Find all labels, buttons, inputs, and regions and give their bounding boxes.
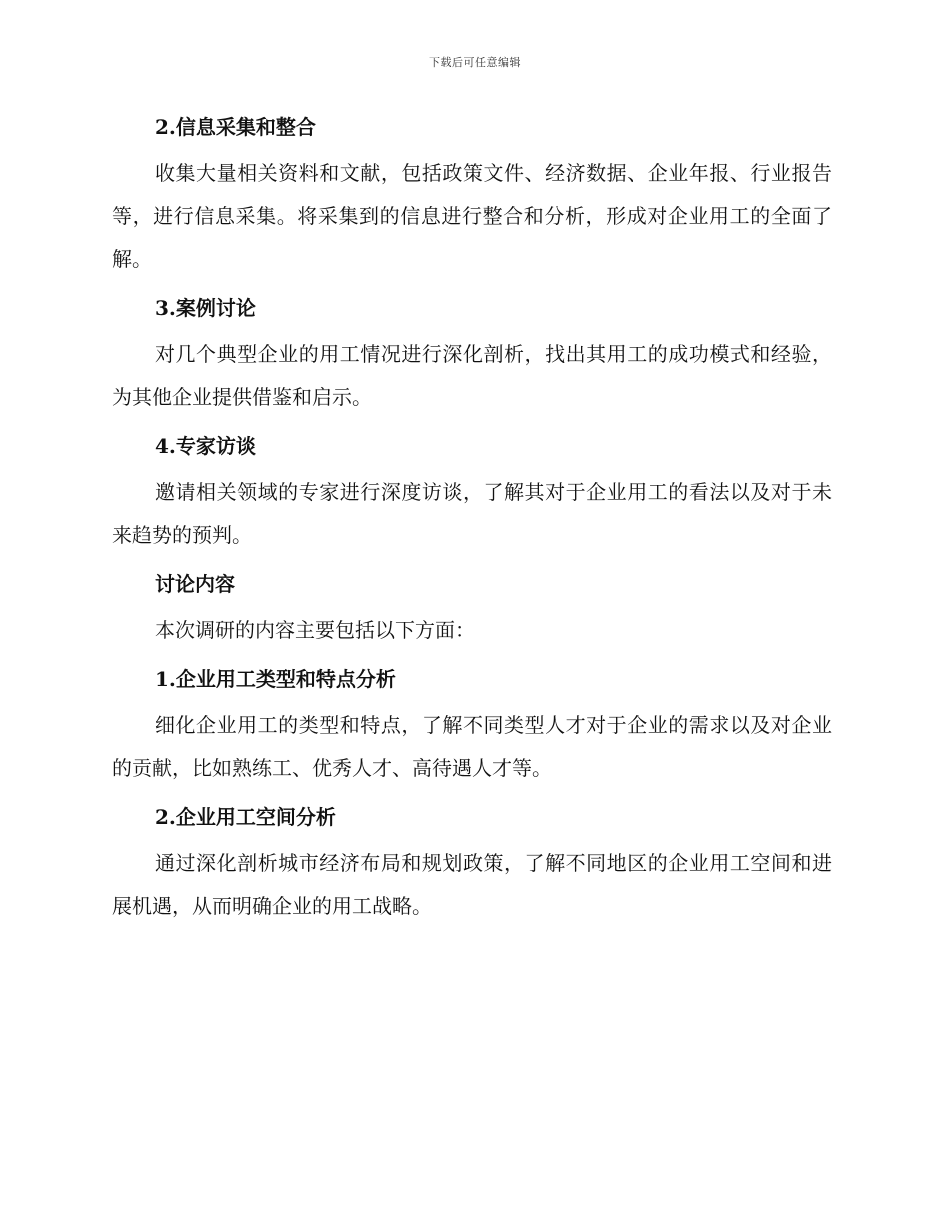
section-heading: 2.信息采集和整合 [155, 115, 316, 139]
section-heading: 讨论内容 [155, 572, 235, 596]
section-paragraph: 邀请相关领域的专家进行深度访谈，了解其对于企业用工的看法以及对于未来趋势的预判。 [112, 480, 832, 547]
section-heading: 1.企业用工类型和特点分析 [155, 667, 396, 691]
document-body [112, 112, 832, 928]
section-paragraph: 本次调研的内容主要包括以下方面： [155, 618, 475, 642]
section-employment-types [112, 664, 832, 802]
section-paragraph: 通过深化剖析城市经济布局和规划政策，了解不同地区的企业用工空间和进展机遇，从而明确企业的用工战略。 [112, 851, 832, 918]
section-heading: 3.案例讨论 [155, 296, 256, 320]
section-heading: 4.专家访谈 [155, 434, 256, 458]
section-expert-interview [112, 431, 832, 569]
section-employment-space [112, 802, 832, 928]
section-heading: 2.企业用工空间分析 [155, 805, 336, 829]
section-info-collection [112, 112, 832, 293]
section-paragraph: 对几个典型企业的用工情况进行深化剖析，找出其用工的成功模式和经验，为其他企业提供借鉴和启示。 [112, 342, 832, 409]
section-discussion-content [112, 569, 832, 664]
section-case-discussion [112, 293, 832, 431]
page-header: 下载后可任意编辑 [429, 56, 521, 69]
section-paragraph: 细化企业用工的类型和特点，了解不同类型人才对于企业的需求以及对企业的贡献，比如熟练工、优秀人才、高待遇人才等。 [112, 713, 832, 780]
section-paragraph: 收集大量相关资料和文献，包括政策文件、经济数据、企业年报、行业报告等，进行信息采集。将采集到的信息进行整合和分析，形成对企业用工的全面了解。 [112, 161, 832, 271]
